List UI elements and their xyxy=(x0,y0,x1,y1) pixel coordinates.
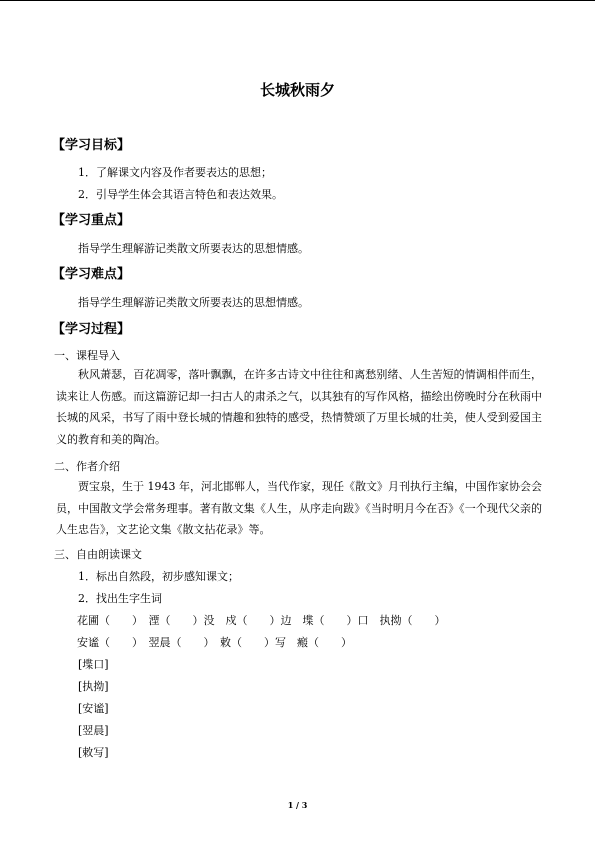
word-item: [敕写] xyxy=(78,746,109,759)
part2-paragraph: 贾宝泉，生于 1943 年，河北邯郸人，当代作家，现任《散文》月刊执行主编，中国作家协会会员，中国散文学会常务理事。著有散文集《人生，从序走向跋》《当时明月今在否》《一个现代父亲的人生忠告》，文艺论文集《散文拈花录》等。 xyxy=(56,480,542,536)
section-heading-goals: 【学习目标】 xyxy=(52,138,131,153)
word-item: [堞口] xyxy=(78,658,109,671)
difficulty-text: 指导学生理解游记类散文所要表达的思想情感。 xyxy=(78,296,309,309)
section-heading-difficulty: 【学习难点】 xyxy=(52,267,131,282)
goal-item-1: 1．了解课文内容及作者要表达的思想； xyxy=(78,166,272,179)
page-number: 1 / 3 xyxy=(287,800,308,810)
part3-heading: 三、自由朗读课文 xyxy=(54,548,142,561)
vocab-row-1: 花圃（ ） 湮（ ）没 戍（ ）边 堞（ ）口 执拗（ ） xyxy=(77,614,446,627)
part1-paragraph: 秋风萧瑟，百花凋零，落叶飘飘，在许多古诗文中往往和离愁别绪、人生苦短的情调相伴而生，读来让人伤感。而这篇游记却一扫古人的肃杀之气，以其独有的写作风格，描绘出傍晚时分在秋雨中长城的风采，书写了雨中登长城的情趣和独特的感受，热情赞颂了万里长城的壮美，使人受到爱国主义的教育和美的陶冶。 xyxy=(56,368,542,446)
word-item: [翌晨] xyxy=(78,724,109,737)
section-heading-key: 【学习重点】 xyxy=(52,213,131,228)
vocab-row-2: 安谧（ ） 翌晨（ ） 敕（ ）写 瘢（ ） xyxy=(77,636,352,649)
word-item: [执拗] xyxy=(78,680,109,693)
word-item: [安谧] xyxy=(78,702,109,715)
goal-item-2: 2．引导学生体会其语言特色和表达效果。 xyxy=(78,188,283,201)
part3-step2: 2．找出生字生词 xyxy=(78,592,162,605)
part3-step1: 1．标出自然段，初步感知课文； xyxy=(78,570,239,583)
header-rule xyxy=(0,0,595,1)
part2-heading: 二、作者介绍 xyxy=(54,460,120,473)
key-text: 指导学生理解游记类散文所要表达的思想情感。 xyxy=(78,242,309,255)
page-title: 长城秋雨夕 xyxy=(259,81,335,99)
section-heading-process: 【学习过程】 xyxy=(52,322,131,337)
part1-heading: 一、课程导入 xyxy=(54,349,120,362)
